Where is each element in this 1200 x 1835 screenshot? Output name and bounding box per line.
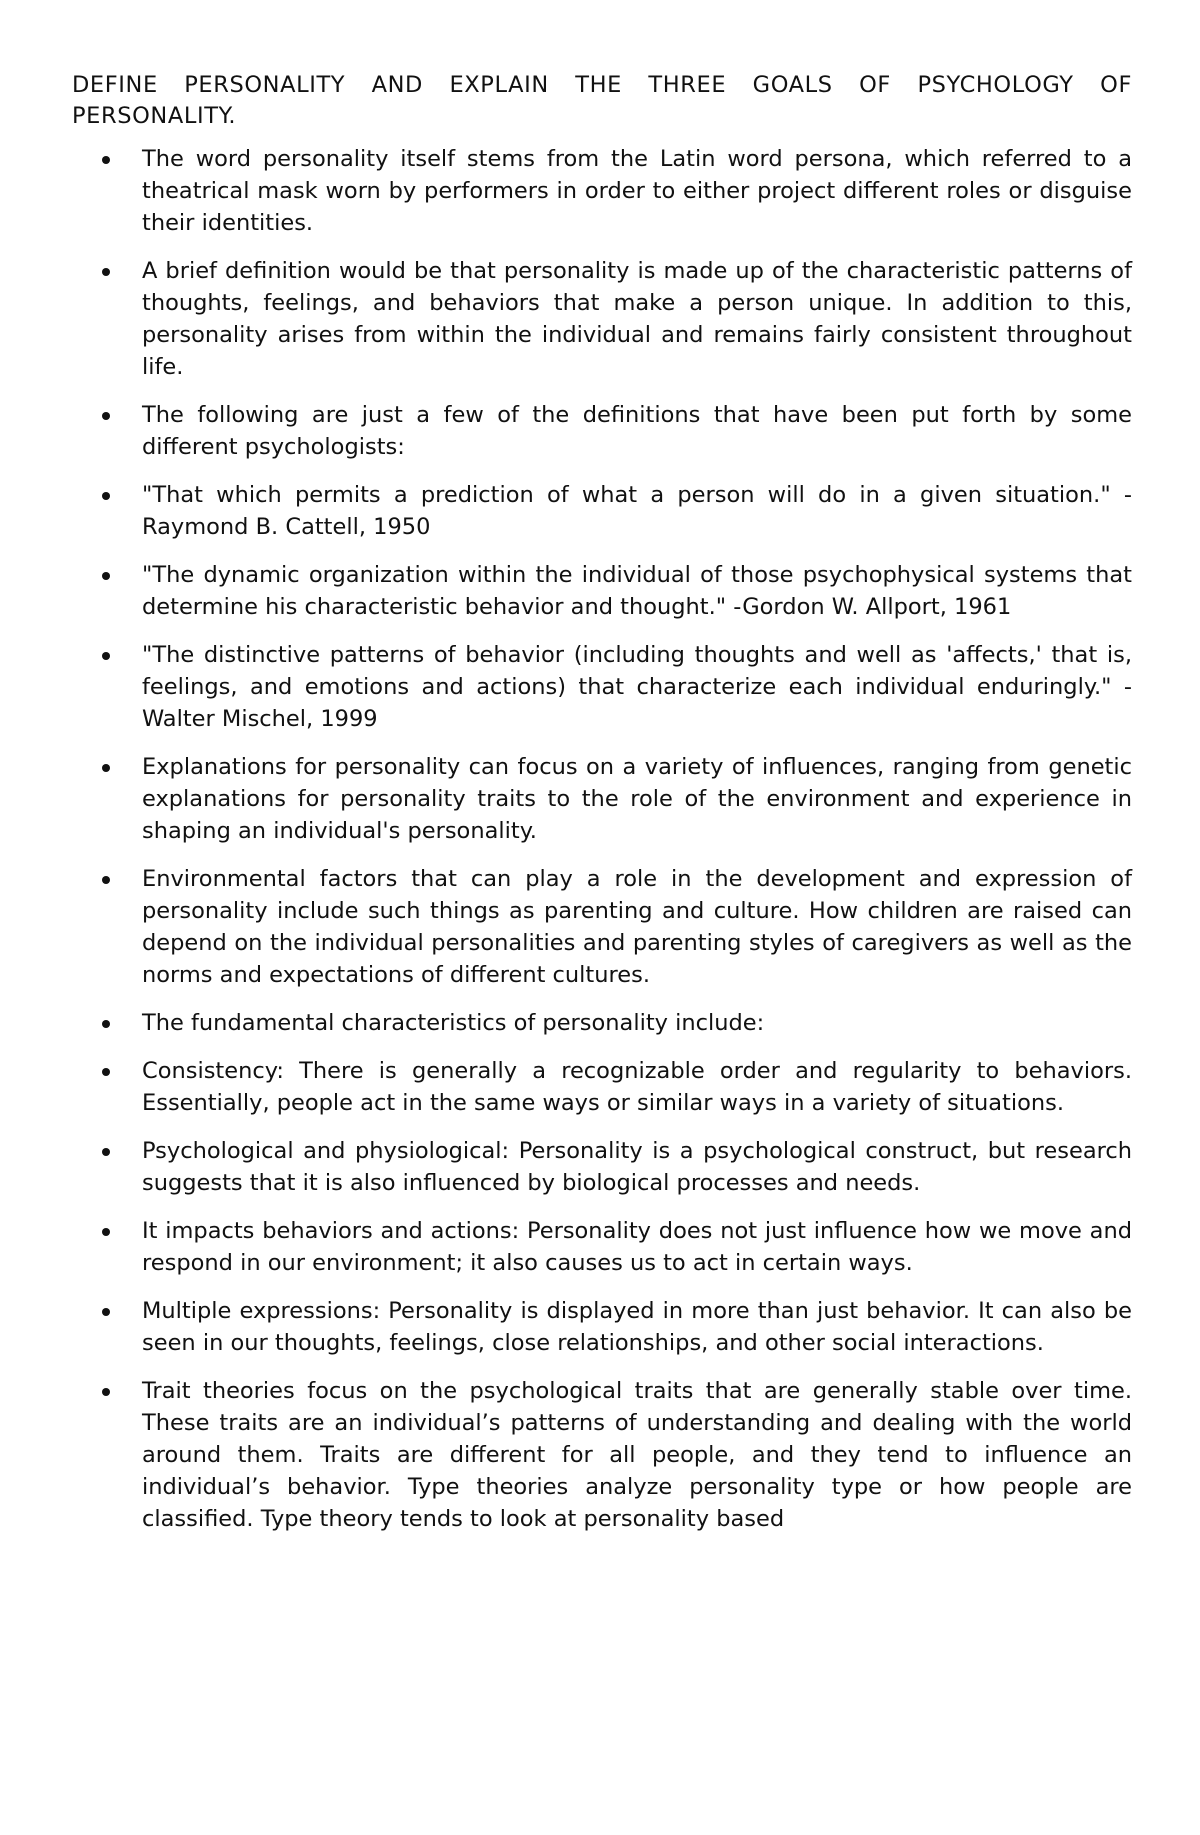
list-item bbox=[72, 751, 1132, 847]
list-item-text: Consistency: There is generally a recognizable order and regularity to behaviors. Essentially, people act in the same ways or similar ways in a variety of situations. bbox=[142, 1058, 1132, 1116]
bullet-list bbox=[72, 143, 1132, 1535]
list-item-text: Environmental factors that can play a role in the development and expression of personality include such things as parenting and culture. How children are raised can depend on the individual personalities and parenting styles of caregivers as well as the norms and expectations of different cultures. bbox=[142, 866, 1132, 988]
bullet-icon bbox=[102, 492, 110, 500]
bullet-icon bbox=[102, 1148, 110, 1156]
list-item bbox=[72, 1295, 1132, 1359]
list-item-text: It impacts behaviors and actions: Personality does not just influence how we move and respond in our environment; it also causes us to act in certain ways. bbox=[142, 1218, 1132, 1276]
bullet-icon bbox=[102, 1228, 110, 1236]
bullet-icon bbox=[102, 1388, 110, 1396]
list-item bbox=[72, 559, 1132, 623]
list-item bbox=[72, 479, 1132, 543]
bullet-icon bbox=[102, 652, 110, 660]
list-item bbox=[72, 1135, 1132, 1199]
document-title: DEFINE PERSONALITY AND EXPLAIN THE THREE GOALS OF PSYCHOLOGY OF PERSONALITY. bbox=[72, 72, 1132, 129]
document-page bbox=[72, 70, 1132, 1535]
list-item-text: Trait theories focus on the psychological traits that are generally stable over time. These traits are an individual’s patterns of understanding and dealing with the world around them. Traits are different for all people, and they tend to influence an individual’s behavior. Type theories analyze personality type or how people are classified. Type theory tends to look at personality based bbox=[142, 1378, 1132, 1532]
list-item bbox=[72, 255, 1132, 383]
bullet-icon bbox=[102, 764, 110, 772]
list-item bbox=[72, 639, 1132, 735]
list-item bbox=[72, 1215, 1132, 1279]
bullet-icon bbox=[102, 412, 110, 420]
list-item-text: The fundamental characteristics of personality include: bbox=[142, 1010, 765, 1036]
bullet-icon bbox=[102, 572, 110, 580]
list-item bbox=[72, 1007, 1132, 1039]
bullet-icon bbox=[102, 156, 110, 164]
list-item bbox=[72, 1055, 1132, 1119]
list-item bbox=[72, 863, 1132, 991]
list-item-text: "The dynamic organization within the individual of those psychophysical systems that determine his characteristic behavior and thought." -Gordon W. Allport, 1961 bbox=[142, 562, 1132, 620]
bullet-icon bbox=[102, 1308, 110, 1316]
bullet-icon bbox=[102, 1020, 110, 1028]
list-item bbox=[72, 143, 1132, 239]
bullet-icon bbox=[102, 876, 110, 884]
list-item-text: Psychological and physiological: Personality is a psychological construct, but research suggests that it is also influenced by biological processes and needs. bbox=[142, 1138, 1132, 1196]
list-item-text: Explanations for personality can focus on a variety of influences, ranging from genetic explanations for personality traits to the role of the environment and experience in shaping an individual's personality. bbox=[142, 754, 1132, 844]
list-item-text: Multiple expressions: Personality is displayed in more than just behavior. It can also be seen in our thoughts, feelings, close relationships, and other social interactions. bbox=[142, 1298, 1132, 1356]
list-item bbox=[72, 1375, 1132, 1535]
list-item-text: "The distinctive patterns of behavior (including thoughts and well as 'affects,' that is, feelings, and emotions and actions) that characterize each individual enduringly." -Walter Mischel, 1999 bbox=[142, 642, 1132, 732]
list-item-text: "That which permits a prediction of what a person will do in a given situation." -Raymond B. Cattell, 1950 bbox=[142, 482, 1132, 540]
list-item bbox=[72, 399, 1132, 463]
list-item-text: The word personality itself stems from the Latin word persona, which referred to a theatrical mask worn by performers in order to either project different roles or disguise their identities. bbox=[142, 146, 1132, 236]
bullet-icon bbox=[102, 1068, 110, 1076]
list-item-text: The following are just a few of the definitions that have been put forth by some different psychologists: bbox=[142, 402, 1132, 460]
bullet-icon bbox=[102, 268, 110, 276]
list-item-text: A brief definition would be that personality is made up of the characteristic patterns of thoughts, feelings, and behaviors that make a person unique. In addition to this, personality arises from within the individual and remains fairly consistent throughout life. bbox=[142, 258, 1132, 380]
